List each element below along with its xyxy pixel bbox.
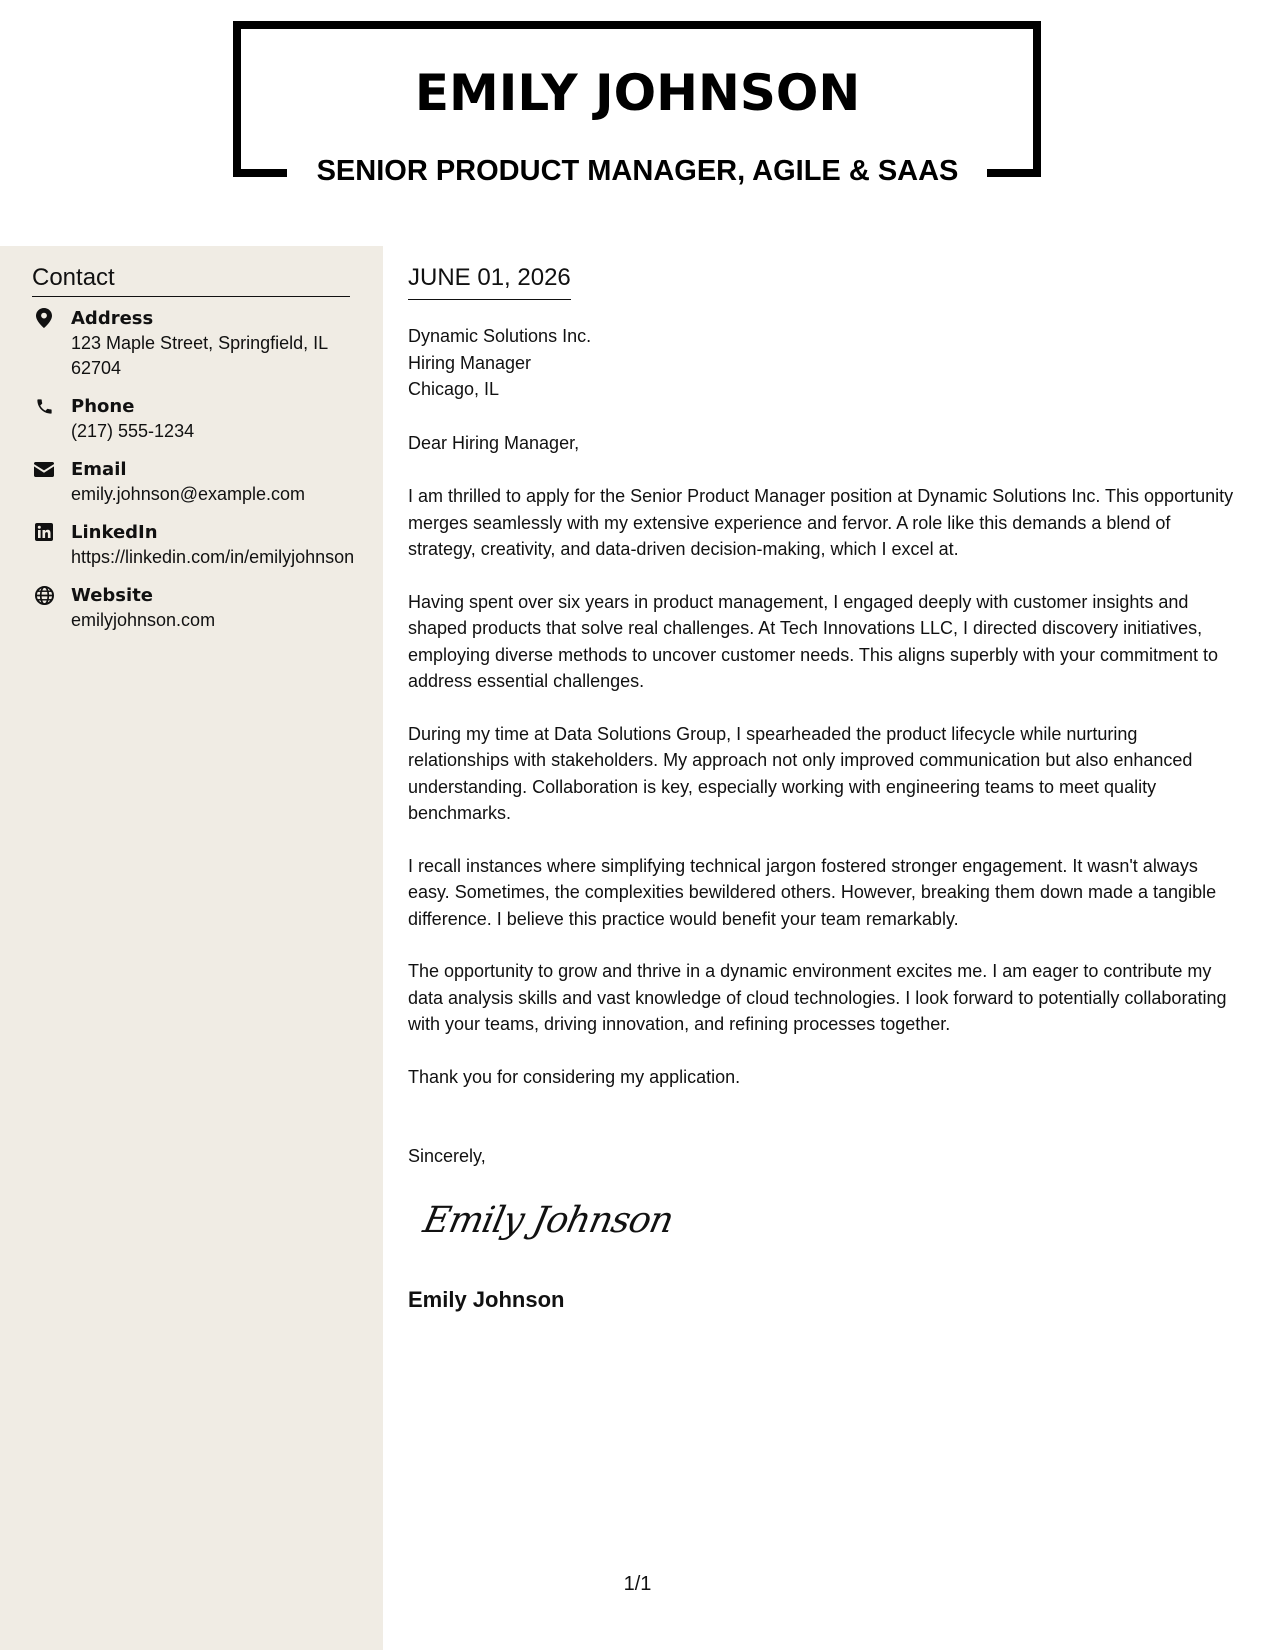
paragraph: The opportunity to grow and thrive in a dynamic environment excites me. I am eager to contribute my data analysis skills and vast knowledge of cloud technologies. I look forward to potentially collaborating with your teams, driving innovation, and refining processes together. (408, 961, 1227, 1034)
location-pin-icon (34, 308, 54, 328)
letter-paragraphs (408, 483, 1243, 1116)
recipient-role: Hiring Manager (408, 352, 532, 373)
contact-heading: Contact (32, 262, 350, 297)
contact-label: Website (71, 585, 154, 606)
globe-icon (34, 585, 54, 605)
contact-item-linkedin (32, 520, 362, 570)
signer-name: Emily Johnson (408, 1287, 565, 1312)
contact-value: (217) 555-1234 (71, 421, 195, 441)
job-title: SENIOR PRODUCT MANAGER, AGILE & SAAS (316, 155, 959, 187)
paragraph: During my time at Data Solutions Group, I spearheaded the product lifecycle while nurturing relationships with stakeholders. My approach not only improved communication but also enhanced understanding. Collaboration is key, especially working with engineering teams to meet quality benchmarks. (408, 723, 1193, 823)
contact-value: emilyjohnson.com (71, 610, 216, 630)
contact-item-website (32, 583, 362, 633)
contact-label: LinkedIn (71, 522, 158, 543)
contact-list (32, 306, 362, 646)
contact-label: Address (71, 308, 154, 329)
closing: Sincerely, (408, 1146, 486, 1166)
paragraph: Thank you for considering my application. (408, 1066, 741, 1087)
contact-label: Email (71, 459, 127, 480)
contact-sidebar (0, 246, 383, 1650)
recipient-company: Dynamic Solutions Inc. (408, 326, 592, 346)
contact-item-phone (32, 394, 362, 444)
paragraph: I recall instances where simplifying technical jargon fostered stronger engagement. It wasn't always easy. Sometimes, the complexities bewildered others. However, breaking them down made a tangible difference. I believe this practice would benefit your team remarkably. (408, 855, 1217, 929)
linkedin-icon (34, 522, 54, 542)
contact-value: 123 Maple Street, Springfield, IL 62704 (71, 333, 328, 378)
page-number: 1/1 (623, 1573, 652, 1595)
paragraph: I am thrilled to apply for the Senior Product Manager position at Dynamic Solutions Inc. This opportunity merges seamlessly with my extensive experience and fervor. A role like this demands a blend of strategy, creativity, and data-driven decision-making, which I excel at. (408, 486, 1234, 559)
contact-item-address (32, 306, 362, 381)
letter-date: JUNE 01, 2026 (408, 262, 571, 300)
contact-value: https://linkedin.com/in/emilyjohnson (71, 547, 355, 567)
paragraph: Having spent over six years in product management, I engaged deeply with customer insights and shaped products that solve real challenges. At Tech Innovations LLC, I directed discovery initiatives, employing diverse methods to uncover customer needs. This aligns superbly with your commitment to address essential challenges. (408, 591, 1219, 691)
header (0, 0, 1275, 246)
salutation: Dear Hiring Manager, (408, 433, 580, 453)
envelope-icon (34, 459, 54, 479)
recipient-block (408, 323, 1243, 403)
frame-top-bar (233, 21, 1041, 29)
applicant-name: EMILY JOHNSON (414, 64, 861, 122)
contact-value: emily.johnson@example.com (71, 484, 306, 504)
contact-item-email (32, 457, 362, 507)
contact-label: Phone (71, 396, 135, 417)
recipient-location: Chicago, IL (408, 379, 500, 399)
phone-icon (34, 396, 54, 416)
handwritten-signature: Emily Johnson (419, 1200, 677, 1241)
